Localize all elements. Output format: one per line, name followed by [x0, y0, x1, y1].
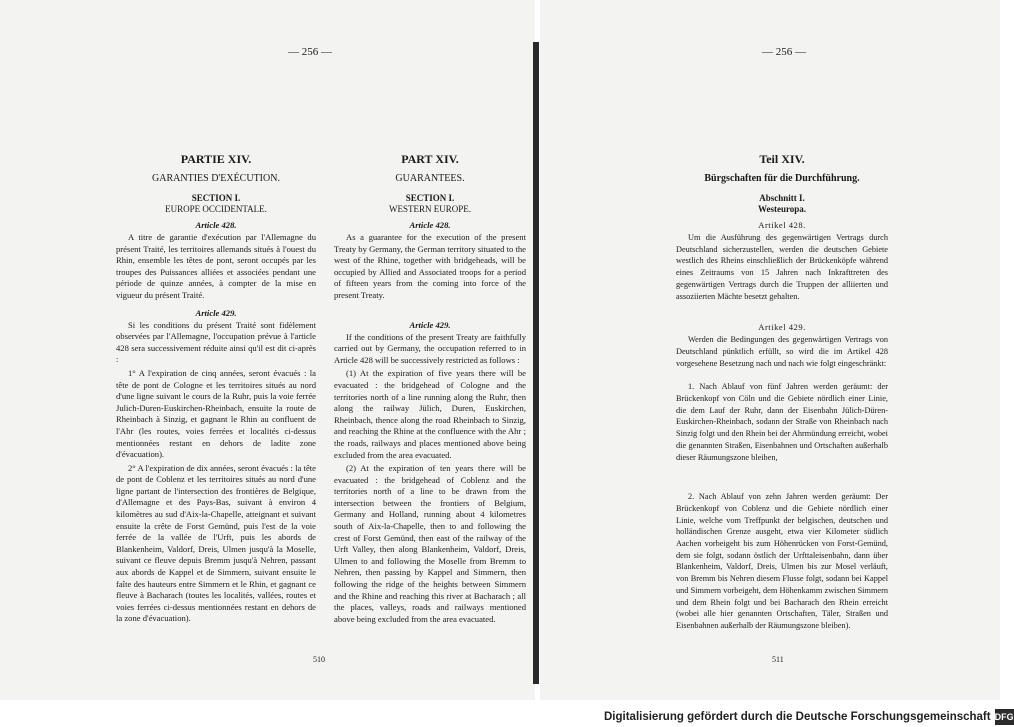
section-subtitle-fr: EUROPE OCCIDENTALE.: [165, 204, 267, 214]
article-428-text-fr: A titre de garantie d'exécution par l'Allemagne du présent Traité, les territoires allemands situés à l'ouest du Rhin, ensemble les têtes de pont, seront occupés par les troupes des Puissances alliées et associées pendant une période de quinze années, à compter de la mise en vigueur du présent Traité.: [116, 232, 316, 300]
page-number-top-right: — 256 —: [762, 46, 806, 58]
page-number-bottom-left: 510: [313, 655, 325, 664]
part-title-de: Teil XIV.: [759, 152, 805, 166]
part-subtitle-fr: GARANTIES D'EXÉCUTION.: [152, 173, 280, 184]
section-title-fr: SECTION I.: [191, 193, 241, 203]
article-429-item1-fr: 1° A l'expiration de cinq années, seront évacués : la tête de pont de Cologne et les territoires situés au nord d'une ligne suivant le cours de la Ruhr, puis la voie ferrée Julich-Duren-Euskirchen-Rheinbach, ensuite la route de Rheinbach à Sinzig, et gagnant le Rhin au confluent de l'Ahr (les routes, voies ferrées et localités ci-dessus mentionnées restant en dehors de ladite zone d'évacuation).: [116, 367, 316, 460]
article-428-heading-de: Artikel 428.: [758, 220, 806, 230]
article-429-item2-en: (2) At the expiration of ten years there will be evacuated : the bridgehead of Coblenz and the territories north of a line to be drawn from the intersection between the frontiers of Belgium, Germany and Holland, running about 4 kilometres south of Aix-la-Chapelle, then to and following the crest of Forst Gemünd, then east of the railway of the Urft Valley, then along Blankenheim, Valdorf, Dreis, Ulmen to and following the Moselle from Bremm to Nehren, then passing by Kappel and Simmern, then following the ridge of the heights between Simmern and the Rhine and reaching this river at Bacharach ; all the places, valleys, roads and railways mentioned above being excluded from the area evacuated.: [334, 463, 526, 624]
article-428-text-de: Um die Ausführung des gegenwärtigen Vertrags durch Deutschland sicherzustellen, werden die deutschen Gebiete westlich des Rheins einschließlich der Brückenköpfe während eines Zeitraums von 15 Jahren nach Inkrafttreten des gegenwärtigen Vertrags durch die Truppen der alliierten und assoziierten Mächte besetzt gehalten.: [676, 233, 888, 301]
section-title-en: SECTION I.: [405, 193, 455, 203]
page-number-top-left: — 256 —: [288, 46, 332, 58]
page-number-bottom-right: 511: [772, 655, 784, 664]
article-429-heading-en: Article 429.: [409, 319, 451, 330]
part-title-en: PART XIV.: [401, 152, 459, 166]
dfg-logo: DFG: [995, 709, 1014, 725]
article-429-item1-de: 1. Nach Ablauf von fünf Jahren werden geräumt: der Brückenkopf von Cöln und die Gebiete nördlich einer Linie, die dem Lauf der Ruhr, dann der Eisenbahn Jülich-Düren-Euskirchen-Rheinbach, sodann der Straße von Rheinbach nach Sinzig folgt und den Rhein bei der Ahrmündung erreicht, wobei die genannten Straßen, Eisenbahnen und Ortschaften außerhalb dieser Räumungszone bleiben,: [676, 382, 888, 462]
german-column: [676, 152, 888, 632]
article-429-intro-fr: Si les conditions du présent Traité sont fidèlement observées par l'Allemagne, l'occupation prévue à l'article 428 sera successivement réduite ainsi qu'il est dit ci-après :: [116, 319, 316, 365]
french-column: [116, 152, 316, 625]
footer-bar: [604, 707, 1014, 727]
part-subtitle-en: GUARANTEES.: [395, 173, 465, 184]
footer-text: Digitalisierung gefördert durch die Deutsche Forschungsgemeinschaft: [604, 711, 991, 723]
article-428-text-en: As a guarantee for the execution of the present Treaty by Germany, the German territory situated to the west of the Rhine, together with bridgeheads, will be occupied by Allied and Associated troops for a period of fifteen years from the coming into force of the present Treaty.: [334, 232, 526, 300]
section-subtitle-en: WESTERN EUROPE.: [389, 204, 471, 214]
article-428-heading-fr: Article 428.: [195, 220, 237, 230]
part-subtitle-de: Bürgschaften für die Durchführung.: [704, 173, 860, 184]
article-428-heading-en: Article 428.: [409, 220, 451, 230]
part-title-fr: PARTIE XIV.: [180, 152, 252, 166]
article-429-intro-de: Werden die Bedingungen des gegenwärtigen Vertrags von Deutschland pünktlich erfüllt, so wird die im Artikel 428 vorgesehene Besetzung nach und nach wie folgt eingeschränkt:: [676, 335, 888, 368]
section-subtitle-de: Westeuropa.: [757, 204, 807, 214]
article-429-item1-en: (1) At the expiration of five years there will be evacuated : the bridgehead of Cologne and the territories north of a line running along the Ruhr, then along the railway Jülich, Duren, Euskirchen, Rheinbach, thence along the road Rheinbach to Sinzig, and reaching the Rhine at the confluence with the Ahr ; the roads, railways and places mentioned above being excluded from the area evacuated.: [334, 368, 526, 460]
article-429-heading-de: Artikel 429.: [758, 322, 806, 333]
article-429-intro-en: If the conditions of the present Treaty are faithfully carried out by Germany, the occupation referred to in Article 428 will be successively restricted as follows :: [334, 331, 526, 365]
article-429-item2-de: 2. Nach Ablauf von zehn Jahren werden geräumt: Der Brückenkopf von Coblenz und die Gebiete nördlich einer Linie, welche vom Treffpunkt der belgischen, deutschen und holländischen Grenze ausgeht, etwa vier Kilometer südlich Aachen vorbeigeht bis zum Höhenrücken von Forst-Gemünd, dem sie folgt, sodann östlich der Urfttaleisenbahn, dann über Blankenheim, Valdorf, Dreis, Ulmen bis zur Mosel verläuft, von Bremm bis Nehren diesem Flusse folgt, sodann bei Kappel und Simmern vorbeigeht, dem Höhenkamm zwischen Simmern und dem Rhein folgt und bei Bacharach den Rhein erreicht (wobei alle hier genannten Ortschaften, Täler, Straßen und Eisenbahnen außerhalb der Räumungszone bleiben).: [676, 492, 888, 630]
article-429-heading-fr: Article 429.: [195, 307, 237, 318]
article-429-item2-fr: 2° A l'expiration de dix années, seront évacués : la tête de pont de Coblenz et les territoires situés au nord d'une ligne partant de l'intersection des frontières de Belgique, d'Allemagne et des Pays-Bas, suivant à environ 4 kilomètres au sud d'Aix-la-Chapelle, atteignant et suivant ensuite la crête de Forst Gemünd, puis l'est de la voie ferrée de la vallée de l'Urft, puis les abords de Blankenheim, Valdorf, Dreis, Ulmen jusqu'à la Moselle, suivant ce fleuve depuis Bremm jusqu'à Nehren, passant aux abords de Kappel et de Simmern, suivant ensuite le faîte des hauteurs entre Simmern et le Rhin, et gagnant ce fleuve à Bacharach (toutes les localités, vallées, routes et voies ferrées ci-dessus mentionnées restant en dehors de la zone d'évacuation).: [116, 462, 316, 624]
section-title-de: Abschnitt I.: [759, 193, 805, 203]
book-spine: [533, 42, 539, 684]
english-column: [334, 152, 526, 625]
